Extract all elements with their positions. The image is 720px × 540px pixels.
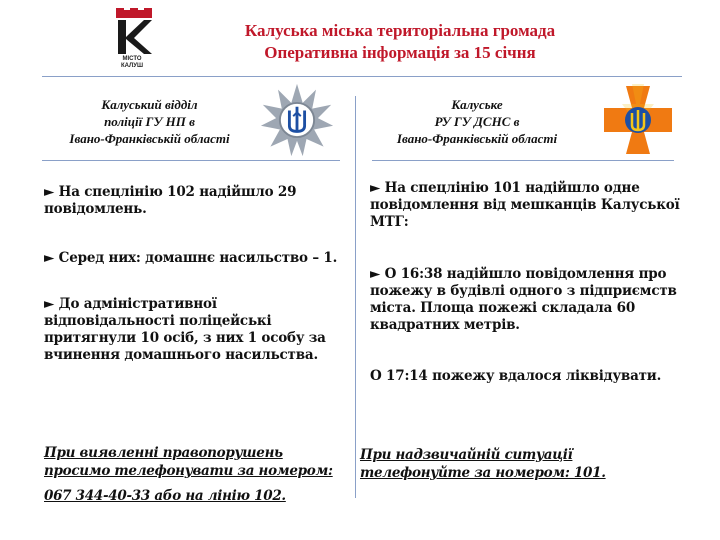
police-phone-number: 067 344-40-33 або на лінію 102. (44, 488, 286, 504)
dsns-org-line2: РУ ГУ ДСНС в (434, 114, 520, 129)
column-divider (355, 96, 356, 498)
police-report-calls: ► На спецлінію 102 надійшло 29 повідомлень. (44, 184, 297, 217)
left-org-divider (42, 160, 340, 161)
police-badge-icon (258, 82, 336, 158)
header-title: Калуська міська територіальна громада (244, 21, 556, 40)
right-org-divider (372, 160, 674, 161)
police-report-admin: ► До адміністративної відповідальності поліцейські притягнули 10 осіб, з них 1 особу за вчинення домашнього насильства. (44, 296, 326, 363)
dsns-contact-note: При надзвичайній ситуації телефонуйте за номером: 101. (360, 447, 606, 481)
header-divider (42, 76, 682, 77)
page-header (190, 20, 610, 64)
logo-caption: МІСТО КАЛУШ (120, 56, 144, 69)
police-report-domestic: ► Серед них: домашнє насильство – 1. (44, 250, 338, 266)
police-org-line1: Калуський відділ (101, 97, 198, 112)
police-contact-note: При виявленні правопорушень просимо телефонувати за номером: (44, 445, 333, 479)
dsns-report-calls: ► На спецлінію 101 надійшло одне повідомлення від мешканців Калуської МТГ: (370, 180, 680, 230)
police-org-line2: поліції ГУ НП в (104, 114, 195, 129)
dsns-cross-icon (602, 84, 674, 156)
header-subtitle: Оперативна інформація за 15 січня (264, 43, 536, 62)
dsns-report-fire: ► О 16:38 надійшло повідомлення про пожежу в будівлі одного з підприємств міста. Площа пожежі складала 60 квадратних метрів. (370, 266, 677, 333)
police-org-line3: Івано-Франківській області (69, 131, 230, 146)
dsns-org-title (366, 96, 588, 147)
police-org-title (42, 96, 257, 147)
dsns-org-line3: Івано-Франківській області (396, 131, 558, 146)
dsns-org-line1: Калуське (451, 97, 503, 112)
dsns-report-extinguished: О 17:14 пожежу вдалося ліквідувати. (370, 368, 662, 384)
